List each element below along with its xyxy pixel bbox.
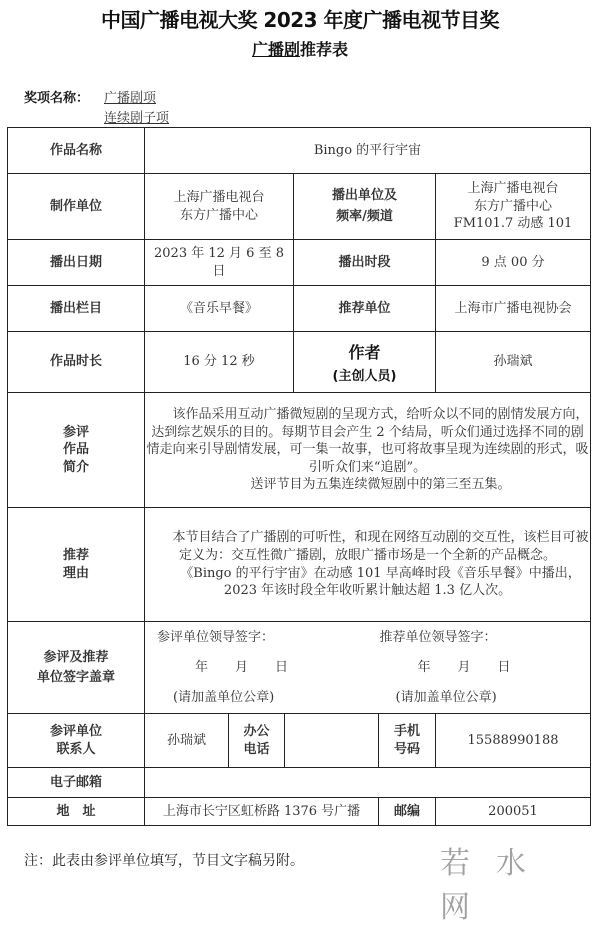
row-address — [8, 798, 591, 826]
air-time-label: 播出时段 — [294, 240, 436, 286]
reason-text: 本节目结合了广播剧的可听性，和现在网络互动剧的交互性，该栏目可被定义为：交互性微广播剧，放眼广播市场是一个全新的产品概念。 《Bingo 的平行宇宙》在动感 101 早高峰时段《音乐早餐》中播出，2023 年该时段全年收听累计触达超 1.3 亿人次。 — [145, 508, 591, 622]
participant-leader-signature[interactable]: 参评单位领导签字： 年 月 日 (请加盖单位公章) — [145, 623, 368, 713]
address-value[interactable]: 上海市长宁区虹桥路 1376 号广播 — [145, 798, 379, 826]
summary-text: 该作品采用互动广播微短剧的呈现方式，给听众以不同的剧情发展方向，达到综艺娱乐的目的。每期节目会产生 2 个结局，听众们通过选择不同的剧情走向来引导剧情发展，可一集一故事，也可将故事呈现为连续剧的形式，吸引听众们来“追剧”。 送评节目为五集连续微短剧中的第三至五集。 — [145, 393, 591, 508]
footer-note: 注：此表由参评单位填写，节目文字稿另附。 — [24, 853, 304, 869]
program-value: 《音乐早餐》 — [145, 286, 294, 332]
broadcaster-label: 播出单位及 频率/频道 — [294, 174, 436, 240]
participant-sign-date: 年 月 日 — [195, 659, 290, 675]
duration-label: 作品时长 — [8, 332, 145, 393]
broadcaster-value: 上海广播电视台 东方广播中心 FM101.7 动感 101 — [436, 174, 591, 240]
office-phone-label: 办公 电话 — [229, 714, 285, 768]
watermark-logo: 若水网 — [440, 846, 552, 925]
postcode-label: 邮编 — [379, 798, 436, 826]
row-summary — [8, 393, 591, 508]
recommender-label: 推荐单位 — [294, 286, 436, 332]
work-name-label: 作品名称 — [8, 128, 145, 174]
row-program — [8, 286, 591, 332]
award-category: 广播剧项 — [104, 91, 157, 106]
signature-label: 参评及推荐 单位签字盖章 — [8, 622, 145, 714]
postcode-value[interactable]: 200051 — [436, 798, 591, 826]
air-time-value: 9 点 00 分 — [436, 240, 591, 286]
producer-label: 制作单位 — [8, 174, 145, 240]
address-label: 地 址 — [8, 798, 145, 826]
contact-label: 参评单位 联系人 — [8, 714, 145, 768]
program-label: 播出栏目 — [8, 286, 145, 332]
reason-label: 推荐 理由 — [8, 508, 145, 622]
producer-value: 上海广播电视台 东方广播中心 — [145, 174, 294, 240]
row-producer — [8, 174, 591, 240]
recommender-leader-signature[interactable]: 推荐单位领导签字： 年 月 日 (请加盖单位公章) — [368, 623, 591, 713]
email-value[interactable] — [145, 768, 591, 798]
contact-value[interactable]: 孙瑞斌 — [145, 714, 229, 768]
award-name-label: 奖项名称： — [24, 91, 90, 106]
author-value: 孙瑞斌 — [436, 332, 591, 393]
air-date-label: 播出日期 — [8, 240, 145, 286]
signature-area — [145, 622, 591, 714]
duration-value: 16 分 12 秒 — [145, 332, 294, 393]
recommender-value: 上海市广播电视协会 — [436, 286, 591, 332]
recommender-sign-date: 年 月 日 — [417, 659, 512, 675]
summary-label: 参评 作品 简介 — [8, 393, 145, 508]
row-contact — [8, 714, 591, 768]
award-subcategory: 连续剧子项 — [104, 111, 170, 126]
recommendation-form-table — [7, 127, 591, 826]
row-signatures — [8, 622, 591, 714]
mobile-value[interactable]: 15588990188 — [436, 714, 591, 768]
row-air-date — [8, 240, 591, 286]
subtitle-category: 广播剧 — [251, 40, 300, 59]
row-work-name — [8, 128, 591, 174]
row-email — [8, 768, 591, 798]
document-subtitle — [0, 37, 600, 60]
work-name-value: Bingo 的平行宇宙 — [145, 128, 591, 174]
row-reason — [8, 508, 591, 622]
author-label: 作者 (主创人员) — [294, 332, 436, 393]
email-label: 电子邮箱 — [8, 768, 145, 798]
document-title: 中国广播电视大奖 2023 年度广播电视节目奖 — [100, 8, 500, 32]
office-phone-value[interactable] — [285, 714, 379, 768]
air-date-value: 2023 年 12 月 6 至 8 日 — [145, 240, 294, 286]
subtitle-suffix: 推荐表 — [300, 40, 349, 59]
mobile-label: 手机 号码 — [379, 714, 436, 768]
award-name-section — [24, 87, 170, 126]
row-duration — [8, 332, 591, 393]
